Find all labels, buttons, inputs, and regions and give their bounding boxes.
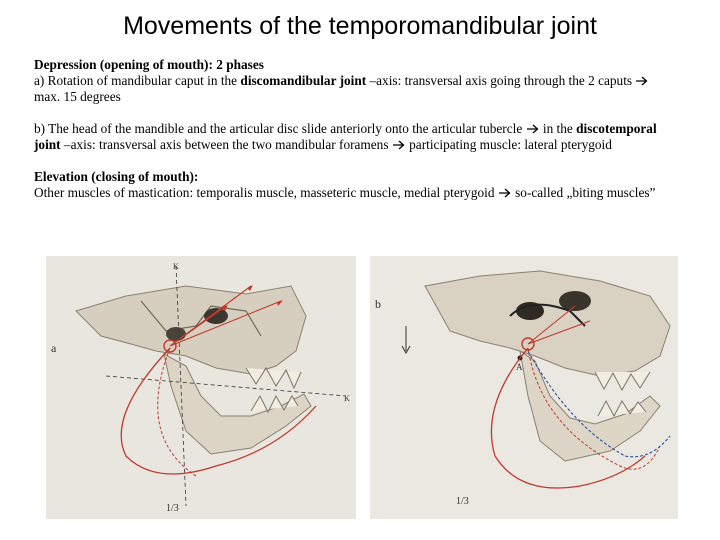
depression-point-a: a) Rotation of mandibular caput in the discomandibular joint –axis: transversal axis going through the 2 caputs max. 15 degrees: [34, 73, 674, 105]
right-arrow-icon: [393, 140, 405, 150]
depression-point-b: b) The head of the mandible and the articular disc slide anteriorly onto the articular tubercle in the discotemporal joint –axis: transversal axis between the two mandibular foramens participating muscle: lateral pterygoid: [34, 121, 657, 152]
figure-a-axis-right-label: K: [344, 394, 350, 403]
figure-b-point-label: A: [516, 362, 523, 372]
slide-title: Movements of the temporomandibular joint: [123, 12, 597, 40]
right-arrow-icon: [527, 124, 539, 134]
figure-b-scale: 1/3: [456, 496, 469, 507]
right-arrow-icon: [636, 76, 648, 86]
figure-a-letter: a: [51, 341, 57, 355]
body-text: [34, 57, 674, 201]
figure-a-scale: 1/3: [166, 503, 179, 514]
skull-illustration-b: [370, 256, 678, 519]
skull-illustration-a: [46, 256, 356, 519]
figure-gliding-illustration: [370, 256, 678, 519]
figure-b-letter: b: [375, 297, 381, 311]
depression-heading: Depression (opening of mouth): 2 phases: [34, 57, 264, 72]
elevation-text: Other muscles of mastication: temporalis muscle, masseteric muscle, medial pterygoid so-called „biting muscles”: [34, 185, 656, 200]
figure-a-axis-top-label: K: [173, 262, 179, 271]
figure-rotation-illustration: [46, 256, 356, 519]
elevation-heading: Elevation (closing of mouth):: [34, 169, 199, 184]
right-arrow-icon: [499, 188, 511, 198]
